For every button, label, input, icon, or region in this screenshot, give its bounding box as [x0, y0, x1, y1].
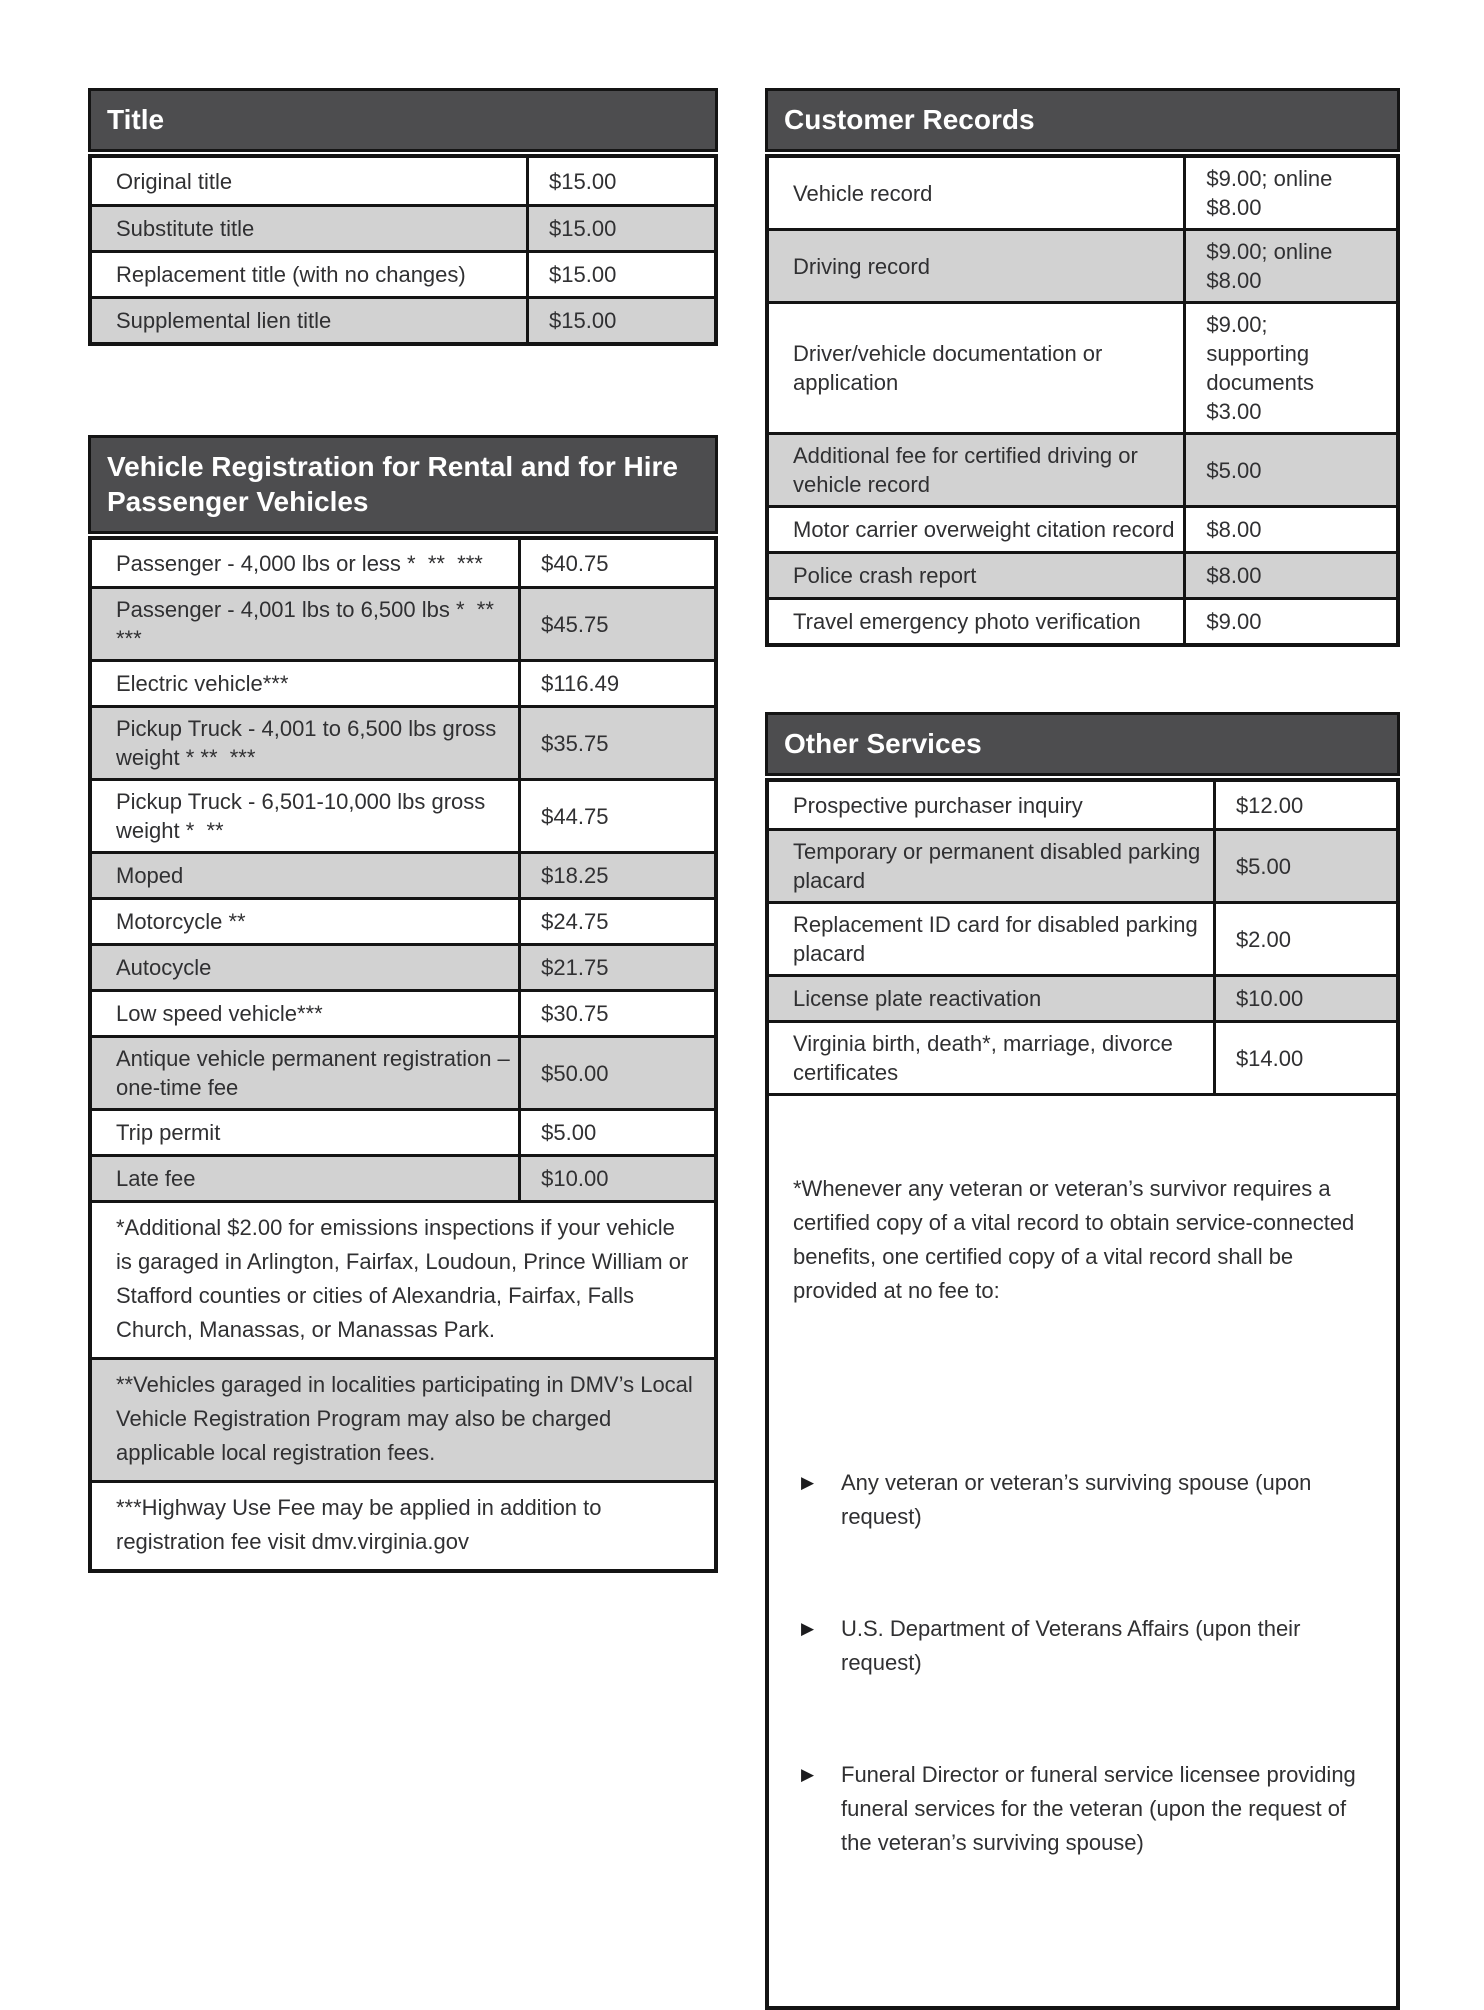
fee-label: Substitute title	[116, 216, 255, 241]
footnote-row: ***Highway Use Fee may be applied in addition to registration fee visit dmv.virginia.gov	[92, 1480, 714, 1569]
table-row	[769, 301, 1396, 432]
table-row	[92, 1154, 714, 1200]
veterans-footnote	[769, 1093, 1396, 2006]
table-body	[765, 154, 1400, 647]
footnote-intro: *Whenever any veteran or veteran’s survivor requires a certified copy of a vital record to obtain service-connected benefits, one certified copy of a vital record shall be provided at no fee to:	[793, 1176, 1361, 1303]
customer-records-fee-table	[765, 88, 1400, 647]
fee-value: $50.00	[518, 1038, 714, 1108]
table-row	[769, 782, 1396, 828]
footnote-row: **Vehicles garaged in localities participating in DMV’s Local Vehicle Registration Program may also be charged applicable local registration fees.	[92, 1357, 714, 1480]
table-row	[769, 158, 1396, 228]
fee-value: $9.00; online $8.00	[1183, 158, 1396, 228]
fee-value: $18.25	[518, 854, 714, 897]
fee-value: $116.49	[518, 662, 714, 705]
fee-value: $15.00	[526, 253, 714, 296]
fee-label: Virginia birth, death*, marriage, divorce certificates	[793, 1031, 1180, 1085]
table-row	[92, 851, 714, 897]
fee-label: Low speed vehicle***	[116, 1001, 323, 1026]
fee-label: Travel emergency photo verification	[793, 609, 1141, 634]
fee-value: $14.00	[1213, 1023, 1396, 1093]
fee-label: Replacement ID card for disabled parking placard	[793, 912, 1204, 966]
table-row	[92, 540, 714, 586]
fee-value: $5.00	[1183, 435, 1396, 505]
fee-label: Police crash report	[793, 563, 977, 588]
fee-label: Antique vehicle permanent registration – one-time fee	[116, 1046, 516, 1100]
table-body	[88, 536, 718, 1573]
fee-value: $5.00	[518, 1111, 714, 1154]
fee-value: $21.75	[518, 946, 714, 989]
list-item	[793, 1466, 1378, 1534]
table-body	[88, 154, 718, 346]
fee-value: $15.00	[526, 207, 714, 250]
table-row	[92, 296, 714, 342]
fee-label: Vehicle record	[793, 180, 933, 206]
fee-label: Electric vehicle***	[116, 671, 289, 696]
table-header: Other Services	[765, 712, 1400, 776]
fee-value: $44.75	[518, 781, 714, 851]
fee-label: License plate reactivation	[793, 986, 1042, 1011]
table-row	[92, 897, 714, 943]
table-body	[765, 778, 1400, 2010]
table-row	[92, 778, 714, 851]
fee-value: $9.00; online $8.00	[1183, 231, 1396, 301]
table-row	[769, 505, 1396, 551]
table-row	[769, 1020, 1396, 1093]
table-row	[92, 250, 714, 296]
vehicle-registration-fee-table	[88, 435, 718, 1573]
fee-label: Pickup Truck - 4,001 to 6,500 lbs gross weight * ** ***	[116, 716, 503, 770]
bullet-triangle-icon: ▶	[801, 1619, 815, 1638]
table-header: Vehicle Registration for Rental and for Hire Passenger Vehicles	[88, 435, 718, 534]
fee-value: $30.75	[518, 992, 714, 1035]
fee-value: $12.00	[1213, 782, 1396, 828]
fee-label: Passenger - 4,000 lbs or less * ** ***	[116, 550, 483, 576]
table-row	[92, 705, 714, 778]
fee-label: Motorcycle **	[116, 909, 246, 934]
table-row	[769, 432, 1396, 505]
footnote-row: *Additional $2.00 for emissions inspections if your vehicle is garaged in Arlington, Fairfax, Loudoun, Prince William or Stafford counties or cities of Alexandria, Fairfax, Falls Church, Manassas, or Manassas Park.	[92, 1200, 714, 1357]
table-header: Customer Records	[765, 88, 1400, 152]
fee-label: Passenger - 4,001 lbs to 6,500 lbs * ** ***	[116, 597, 501, 651]
fee-label: Additional fee for certified driving or vehicle record	[793, 443, 1144, 497]
fee-value: $15.00	[526, 158, 714, 204]
list-item	[793, 1758, 1378, 1860]
fee-label: Autocycle	[116, 955, 212, 980]
bullet-text: Any veteran or veteran’s surviving spouse (upon request)	[841, 1470, 1318, 1529]
fee-value: $8.00	[1183, 554, 1396, 597]
fee-value: $15.00	[526, 299, 714, 342]
footnote-bullet-list	[793, 1388, 1378, 1928]
fee-label: Driver/vehicle documentation or application	[793, 341, 1109, 395]
fee-label: Motor carrier overweight citation record	[793, 517, 1175, 542]
list-item	[793, 1612, 1378, 1680]
table-row	[92, 204, 714, 250]
table-row	[92, 1108, 714, 1154]
bullet-triangle-icon: ▶	[801, 1765, 815, 1784]
fee-label: Late fee	[116, 1166, 196, 1191]
title-fee-table	[88, 88, 718, 346]
fee-value: $40.75	[518, 540, 714, 586]
table-row	[92, 943, 714, 989]
fee-value: $24.75	[518, 900, 714, 943]
table-row	[769, 228, 1396, 301]
table-row	[769, 901, 1396, 974]
bullet-text: Funeral Director or funeral service licensee providing funeral services for the veteran (upon the request of the veteran’s surviving spouse)	[841, 1762, 1362, 1855]
bullet-triangle-icon: ▶	[801, 1473, 815, 1492]
fee-label: Original title	[116, 168, 233, 194]
table-row	[92, 158, 714, 204]
fee-label: Pickup Truck - 6,501-10,000 lbs gross weight * **	[116, 789, 492, 843]
fee-value: $8.00	[1183, 508, 1396, 551]
fee-label: Temporary or permanent disabled parking placard	[793, 839, 1207, 893]
fee-value: $35.75	[518, 708, 714, 778]
fee-value: $10.00	[1213, 977, 1396, 1020]
table-row	[92, 659, 714, 705]
table-row	[769, 828, 1396, 901]
table-row	[92, 1035, 714, 1108]
fee-label: Trip permit	[116, 1120, 221, 1145]
fee-label: Supplemental lien title	[116, 308, 332, 333]
table-row	[769, 597, 1396, 643]
fee-label: Moped	[116, 863, 184, 888]
table-row	[769, 551, 1396, 597]
other-services-fee-table	[765, 712, 1400, 2010]
table-header: Title	[88, 88, 718, 152]
fee-value: $45.75	[518, 589, 714, 659]
table-row	[769, 974, 1396, 1020]
fee-value: $5.00	[1213, 831, 1396, 901]
fee-value: $9.00	[1183, 600, 1396, 643]
fee-value: $2.00	[1213, 904, 1396, 974]
fee-value: $10.00	[518, 1157, 714, 1200]
fee-label: Driving record	[793, 253, 930, 279]
fee-value: $9.00; supporting documents $3.00	[1183, 304, 1396, 432]
fee-label: Prospective purchaser inquiry	[793, 792, 1083, 818]
table-row	[92, 989, 714, 1035]
bullet-text: U.S. Department of Veterans Affairs (upon their request)	[841, 1616, 1307, 1675]
fee-label: Replacement title (with no changes)	[116, 262, 466, 287]
table-row	[92, 586, 714, 659]
